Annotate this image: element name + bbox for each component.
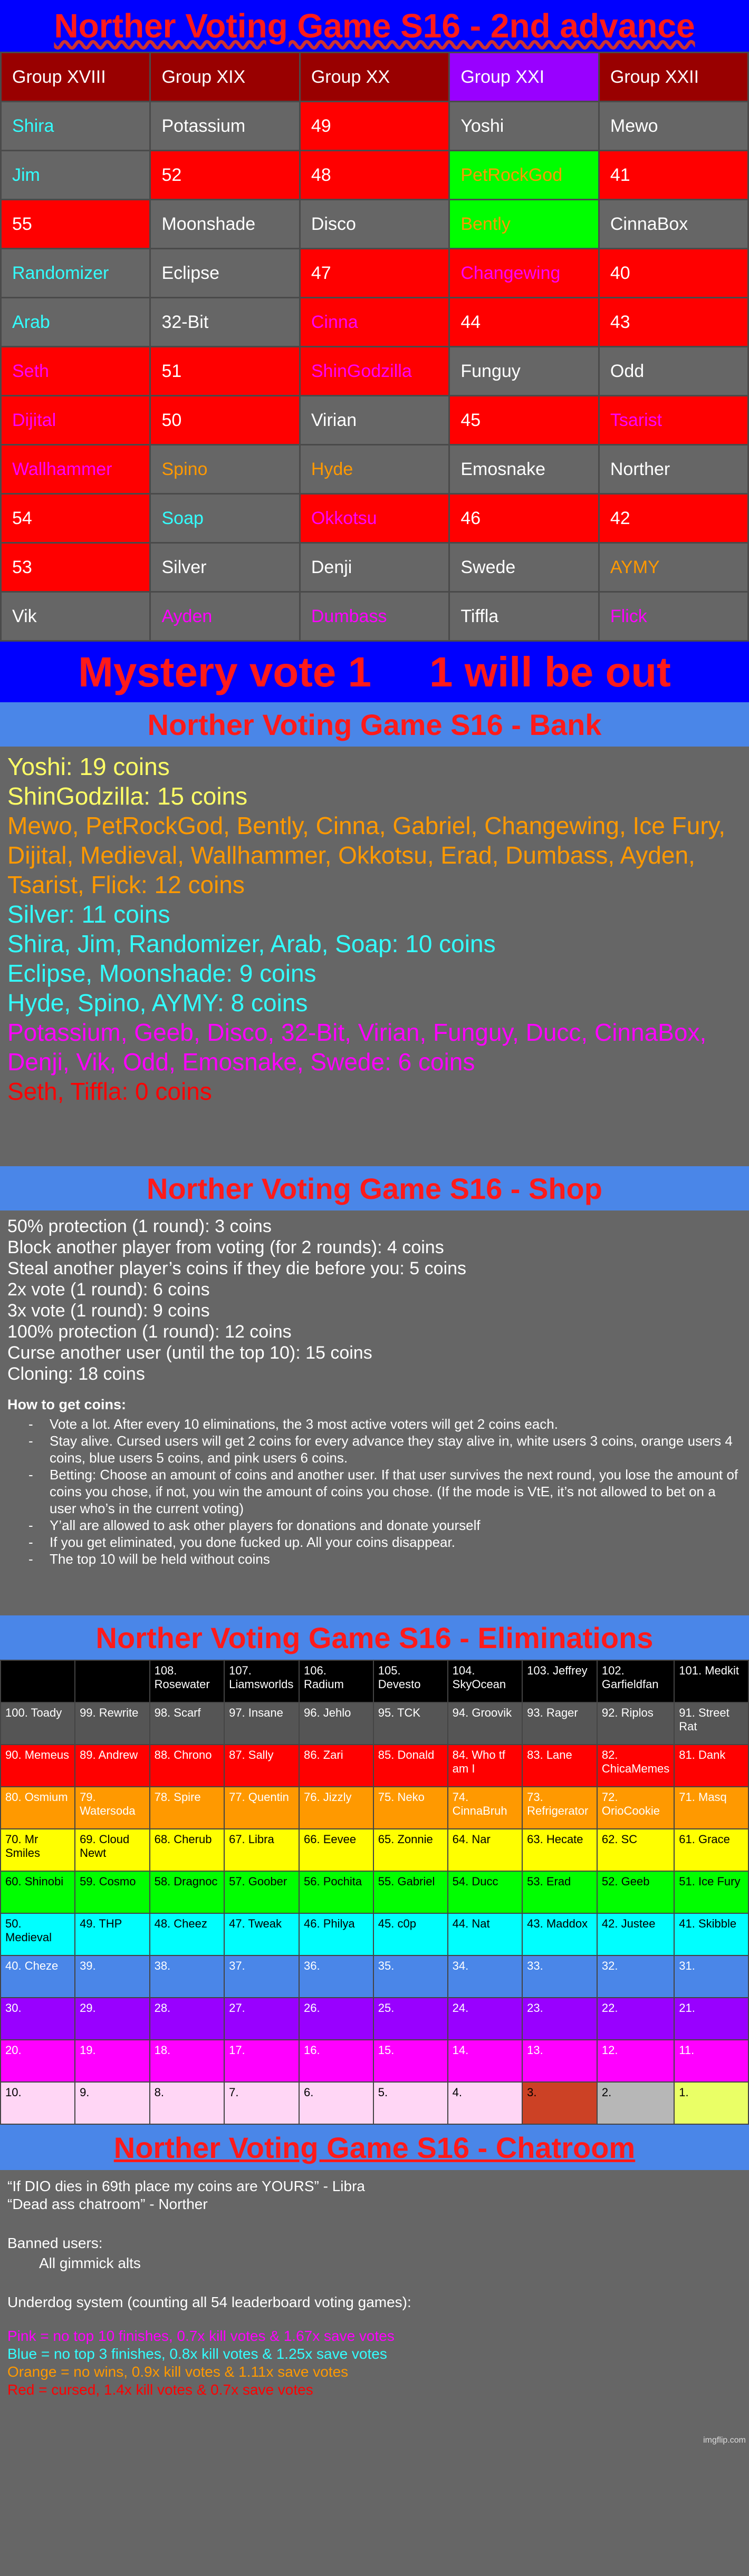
elim-cell: 25. xyxy=(373,1998,448,2040)
elim-cell: 49. THP xyxy=(75,1913,150,1955)
elim-cell: 28. xyxy=(150,1998,225,2040)
elim-cell: 35. xyxy=(373,1955,448,1998)
elim-cell: 102. Garfieldfan xyxy=(597,1660,674,1702)
elim-cell: 59. Cosmo xyxy=(75,1871,150,1913)
advance-cell: Funguy xyxy=(449,347,599,396)
shop-item: Curse another user (until the top 10): 15 coins xyxy=(7,1343,372,1363)
elim-cell: 105. Devesto xyxy=(373,1660,448,1702)
elim-cell: 40. Cheze xyxy=(1,1955,75,1998)
elim-row xyxy=(1,2040,748,2082)
advance-cell: Shira xyxy=(1,102,150,151)
mystery-left: Mystery vote 1 xyxy=(78,648,371,695)
how-item: - If you get eliminated, you done fucked up. All your coins disappear. xyxy=(28,1534,742,1551)
elim-cell: 68. Cherub xyxy=(150,1829,225,1871)
advance-row xyxy=(1,445,748,494)
bank-line: Hyde, Spino, AYMY: 8 coins xyxy=(7,989,308,1016)
elim-cell: 100. Toady xyxy=(1,1702,75,1745)
how-list xyxy=(7,1416,742,1567)
advance-cell: Hyde xyxy=(300,445,449,494)
elim-cell: 55. Gabriel xyxy=(373,1871,448,1913)
advance-cell: Emosnake xyxy=(449,445,599,494)
shop-item: Block another player from voting (for 2 rounds): 4 coins xyxy=(7,1237,444,1257)
how-title: How to get coins: xyxy=(7,1397,126,1412)
elim-cell: 103. Jeffrey xyxy=(522,1660,597,1702)
advance-cell: 49 xyxy=(300,102,449,151)
elim-cell: 74. CinnaBruh xyxy=(448,1787,522,1829)
bank-line: Silver: 11 coins xyxy=(7,900,170,928)
advance-cell: 54 xyxy=(1,494,150,543)
shop-item: 100% protection (1 round): 12 coins xyxy=(7,1322,292,1342)
advance-cell: Yoshi xyxy=(449,102,599,151)
advance-cell: Changewing xyxy=(449,249,599,298)
group-header: Group XX xyxy=(300,53,449,102)
elim-cell: 96. Jehlo xyxy=(299,1702,373,1745)
elim-row xyxy=(1,1829,748,1871)
elim-cell: 17. xyxy=(224,2040,299,2082)
elim-cell: 90. Memeus xyxy=(1,1745,75,1787)
chat-title-banner xyxy=(0,2125,749,2170)
advance-cell: Norther xyxy=(599,445,748,494)
elim-row xyxy=(1,1871,748,1913)
chat-quotes xyxy=(7,2177,742,2213)
elim-cell: 63. Hecate xyxy=(522,1829,597,1871)
elim-cell: 67. Libra xyxy=(224,1829,299,1871)
advance-cell: 40 xyxy=(599,249,748,298)
elim-cell: 4. xyxy=(448,2082,522,2124)
elim-cell: 95. TCK xyxy=(373,1702,448,1745)
elim-cell: 50. Medieval xyxy=(1,1913,75,1955)
elim-cell: 56. Pochita xyxy=(299,1871,373,1913)
elim-cell: 12. xyxy=(597,2040,674,2082)
elim-cell: 80. Osmium xyxy=(1,1787,75,1829)
advance-row xyxy=(1,592,748,641)
how-item: - Stay alive. Cursed users will get 2 coins for every advance they stay alive in, white users 3 coins, orange users 4 coins, blue users 5 coins, and pink users 6 coins. xyxy=(28,1432,742,1466)
advance-cell: Flick xyxy=(599,592,748,641)
underdog-block xyxy=(7,2293,742,2399)
bank-line: ShinGodzilla: 15 coins xyxy=(7,782,248,810)
bank-line: Potassium, Geeb, Disco, 32-Bit, Virian, Funguy, Ducc, CinnaBox, Denji, Vik, Odd, Emosnake, Swede: 6 coins xyxy=(7,1019,707,1076)
elim-cell: 61. Grace xyxy=(674,1829,748,1871)
shop-items xyxy=(7,1216,742,1384)
underdog-line: Red = cursed, 1.4x kill votes & 0.7x save votes xyxy=(7,2381,313,2398)
underdog-line: Pink = no top 10 finishes, 0.7x kill votes & 1.67x save votes xyxy=(7,2328,395,2344)
elim-cell: 79. Watersoda xyxy=(75,1787,150,1829)
advance-cell: 43 xyxy=(599,298,748,347)
elim-cell: 32. xyxy=(597,1955,674,1998)
shop-title: Norther Voting Game S16 - Shop xyxy=(147,1171,602,1205)
elim-cell: 42. Justee xyxy=(597,1913,674,1955)
elim-cell: 51. Ice Fury xyxy=(674,1871,748,1913)
advance-cell: Jim xyxy=(1,151,150,200)
advance-cell: 48 xyxy=(300,151,449,200)
elim-cell: 107. Liamsworlds xyxy=(224,1660,299,1702)
advance-row xyxy=(1,151,748,200)
elim-cell: 62. SC xyxy=(597,1829,674,1871)
elim-cell: 34. xyxy=(448,1955,522,1998)
elim-cell xyxy=(1,1660,75,1702)
elim-cell: 78. Spire xyxy=(150,1787,225,1829)
advance-cell: 55 xyxy=(1,200,150,249)
shop-item: 3x vote (1 round): 9 coins xyxy=(7,1301,210,1321)
elim-cell: 19. xyxy=(75,2040,150,2082)
shop-item: 2x vote (1 round): 6 coins xyxy=(7,1280,210,1300)
advance-cell: Odd xyxy=(599,347,748,396)
elim-cell: 13. xyxy=(522,2040,597,2082)
elim-cell: 54. Ducc xyxy=(448,1871,522,1913)
advance-table xyxy=(0,52,749,642)
elim-cell: 7. xyxy=(224,2082,299,2124)
mystery-right: 1 will be out xyxy=(429,648,671,695)
elim-row xyxy=(1,1913,748,1955)
elim-cell: 99. Rewrite xyxy=(75,1702,150,1745)
elim-cell: 6. xyxy=(299,2082,373,2124)
advance-cell: 32-Bit xyxy=(150,298,300,347)
advance-row xyxy=(1,102,748,151)
advance-cell: Vik xyxy=(1,592,150,641)
elim-cell: 18. xyxy=(150,2040,225,2082)
advance-cell: 50 xyxy=(150,396,300,445)
elim-cell: 11. xyxy=(674,2040,748,2082)
elim-row xyxy=(1,1787,748,1829)
elim-row xyxy=(1,2082,748,2124)
shop-title-banner xyxy=(0,1166,749,1210)
elim-row xyxy=(1,1745,748,1787)
underdog-line: Blue = no top 3 finishes, 0.8x kill votes & 1.25x save votes xyxy=(7,2346,387,2362)
group-header: Group XIX xyxy=(150,53,300,102)
advance-cell: AYMY xyxy=(599,543,748,592)
group-header: Group XXII xyxy=(599,53,748,102)
elim-cell: 46. Philya xyxy=(299,1913,373,1955)
mystery-banner xyxy=(0,642,749,702)
advance-cell: Virian xyxy=(300,396,449,445)
elim-cell: 82. ChicaMemes xyxy=(597,1745,674,1787)
shop-panel xyxy=(0,1210,749,1615)
elim-cell: 72. OrioCookie xyxy=(597,1787,674,1829)
chat-quote: “Dead ass chatroom” - Norther xyxy=(7,2196,208,2212)
bank-line: Mewo, PetRockGod, Bently, Cinna, Gabriel, Changewing, Ice Fury, Dijital, Medieval, Wallhammer, Okkotsu, Erad, Dumbass, Ayden, Tsarist, Flick: 12 coins xyxy=(7,812,726,898)
bank-line: Shira, Jim, Randomizer, Arab, Soap: 10 coins xyxy=(7,930,496,957)
bank-line: Yoshi: 19 coins xyxy=(7,753,170,780)
elim-cell: 45. c0p xyxy=(373,1913,448,1955)
how-item: - Vote a lot. After every 10 eliminations, the 3 most active voters will get 2 coins each. xyxy=(28,1416,742,1432)
elim-title: Norther Voting Game S16 - Eliminations xyxy=(95,1621,654,1654)
elim-cell: 106. Radium xyxy=(299,1660,373,1702)
elim-cell: 41. Skibble xyxy=(674,1913,748,1955)
advance-cell: Silver xyxy=(150,543,300,592)
elim-cell: 30. xyxy=(1,1998,75,2040)
elim-cell: 65. Zonnie xyxy=(373,1829,448,1871)
elim-cell: 69. Cloud Newt xyxy=(75,1829,150,1871)
elim-cell: 58. Dragnoc xyxy=(150,1871,225,1913)
elim-cell: 60. Shinobi xyxy=(1,1871,75,1913)
elim-cell: 84. Who tf am I xyxy=(448,1745,522,1787)
advance-row xyxy=(1,298,748,347)
how-item: - The top 10 will be held without coins xyxy=(28,1551,742,1567)
advance-row xyxy=(1,396,748,445)
elim-cell: 27. xyxy=(224,1998,299,2040)
watermark: imgflip.com xyxy=(703,2436,746,2445)
elim-cell: 88. Chrono xyxy=(150,1745,225,1787)
elim-cell: 47. Tweak xyxy=(224,1913,299,1955)
elim-cell: 53. Erad xyxy=(522,1871,597,1913)
advance-cell: Moonshade xyxy=(150,200,300,249)
elim-cell: 20. xyxy=(1,2040,75,2082)
advance-row xyxy=(1,347,748,396)
elim-row xyxy=(1,1660,748,1702)
advance-cell: 41 xyxy=(599,151,748,200)
elim-cell: 66. Eevee xyxy=(299,1829,373,1871)
banned-block xyxy=(7,2234,742,2272)
advance-cell: Ayden xyxy=(150,592,300,641)
shop-item: Steal another player’s coins if they die before you: 5 coins xyxy=(7,1258,467,1279)
elim-cell: 31. xyxy=(674,1955,748,1998)
elim-cell: 104. SkyOcean xyxy=(448,1660,522,1702)
advance-cell: Bently xyxy=(449,200,599,249)
elim-cell: 21. xyxy=(674,1998,748,2040)
shop-item: 50% protection (1 round): 3 coins xyxy=(7,1216,272,1236)
shop-item: Cloning: 18 coins xyxy=(7,1364,145,1384)
advance-row xyxy=(1,249,748,298)
elim-cell: 94. Groovik xyxy=(448,1702,522,1745)
elim-cell: 10. xyxy=(1,2082,75,2124)
elim-cell: 76. Jizzly xyxy=(299,1787,373,1829)
chat-quote: “If DIO dies in 69th place my coins are YOURS” - Libra xyxy=(7,2178,365,2194)
advance-cell: Soap xyxy=(150,494,300,543)
bank-title-banner xyxy=(0,702,749,747)
advance-cell: Seth xyxy=(1,347,150,396)
advance-cell: Swede xyxy=(449,543,599,592)
advance-cell: Dumbass xyxy=(300,592,449,641)
elim-cell: 108. Rosewater xyxy=(150,1660,225,1702)
banned-list xyxy=(7,2254,742,2272)
elim-cell: 83. Lane xyxy=(522,1745,597,1787)
elim-cell: 15. xyxy=(373,2040,448,2082)
elim-cell: 70. Mr Smiles xyxy=(1,1829,75,1871)
advance-cell: Denji xyxy=(300,543,449,592)
elim-cell: 71. Masq xyxy=(674,1787,748,1829)
underdog-line: Orange = no wins, 0.9x kill votes & 1.11x save votes xyxy=(7,2364,349,2380)
advance-cell: Okkotsu xyxy=(300,494,449,543)
advance-cell: 53 xyxy=(1,543,150,592)
elim-cell: 91. Street Rat xyxy=(674,1702,748,1745)
chat-panel xyxy=(0,2170,749,2576)
banned-item: All gimmick alts xyxy=(39,2255,141,2271)
advance-cell: 52 xyxy=(150,151,300,200)
advance-cell: CinnaBox xyxy=(599,200,748,249)
elim-cell: 33. xyxy=(522,1955,597,1998)
elim-cell: 101. Medkit xyxy=(674,1660,748,1702)
elim-cell: 57. Goober xyxy=(224,1871,299,1913)
advance-cell: Cinna xyxy=(300,298,449,347)
underdog-list xyxy=(7,2327,742,2399)
elim-cell: 23. xyxy=(522,1998,597,2040)
banned-title: Banned users: xyxy=(7,2235,103,2251)
group-header: Group XVIII xyxy=(1,53,150,102)
elim-row xyxy=(1,1702,748,1745)
how-to-get-coins xyxy=(7,1396,742,1567)
how-item: - Y’all are allowed to ask other players for donations and donate yourself xyxy=(28,1517,742,1534)
elim-cell: 16. xyxy=(299,2040,373,2082)
advance-cell: Tiffla xyxy=(449,592,599,641)
elim-cell: 92. Riplos xyxy=(597,1702,674,1745)
elim-cell: 44. Nat xyxy=(448,1913,522,1955)
advance-cell: Potassium xyxy=(150,102,300,151)
bank-title: Norther Voting Game S16 - Bank xyxy=(147,708,602,741)
bank-line: Eclipse, Moonshade: 9 coins xyxy=(7,960,316,987)
advance-cell: 46 xyxy=(449,494,599,543)
elim-cell: 81. Dank xyxy=(674,1745,748,1787)
advance-cell: Wallhammer xyxy=(1,445,150,494)
advance-cell: Arab xyxy=(1,298,150,347)
advance-cell: 45 xyxy=(449,396,599,445)
elim-title-banner xyxy=(0,1615,749,1660)
elim-cell: 14. xyxy=(448,2040,522,2082)
advance-cell: Spino xyxy=(150,445,300,494)
elim-cell: 22. xyxy=(597,1998,674,2040)
elim-row xyxy=(1,1955,748,1998)
elim-cell: 24. xyxy=(448,1998,522,2040)
elim-cell: 87. Sally xyxy=(224,1745,299,1787)
elim-cell: 85. Donald xyxy=(373,1745,448,1787)
elim-cell: 1. xyxy=(674,2082,748,2124)
chat-title: Norther Voting Game S16 - Chatroom xyxy=(113,2130,636,2164)
advance-cell: Mewo xyxy=(599,102,748,151)
elim-row xyxy=(1,1998,748,2040)
elim-cell: 93. Rager xyxy=(522,1702,597,1745)
advance-row xyxy=(1,543,748,592)
elim-cell: 29. xyxy=(75,1998,150,2040)
advance-cell: 42 xyxy=(599,494,748,543)
bank-line: Seth, Tiffla: 0 coins xyxy=(7,1078,212,1105)
elim-table xyxy=(0,1660,749,2125)
elim-cell: 52. Geeb xyxy=(597,1871,674,1913)
elim-cell: 37. xyxy=(224,1955,299,1998)
advance-cell: Randomizer xyxy=(1,249,150,298)
elim-cell: 9. xyxy=(75,2082,150,2124)
advance-cell: Disco xyxy=(300,200,449,249)
advance-row xyxy=(1,200,748,249)
advance-cell: Eclipse xyxy=(150,249,300,298)
underdog-title: Underdog system (counting all 54 leaderboard voting games): xyxy=(7,2294,411,2310)
elim-cell: 77. Quentin xyxy=(224,1787,299,1829)
how-item: - Betting: Choose an amount of coins and another user. If that user survives the next round, you lose the amount of coins you chose, if not, you win the amount of coins you chose. (If the mode is VtE, it’s not allowed to bet on a user who’s in the current voting) xyxy=(28,1466,742,1517)
bank-list xyxy=(0,747,749,1166)
elim-cell xyxy=(75,1660,150,1702)
elim-cell: 98. Scarf xyxy=(150,1702,225,1745)
elim-cell: 97. Insane xyxy=(224,1702,299,1745)
advance-cell: 44 xyxy=(449,298,599,347)
advance-cell: ShinGodzilla xyxy=(300,347,449,396)
elim-cell: 36. xyxy=(299,1955,373,1998)
elim-cell: 2. xyxy=(597,2082,674,2124)
elim-cell: 43. Maddox xyxy=(522,1913,597,1955)
advance-cell: 47 xyxy=(300,249,449,298)
elim-cell: 48. Cheez xyxy=(150,1913,225,1955)
elim-cell: 75. Neko xyxy=(373,1787,448,1829)
elim-cell: 26. xyxy=(299,1998,373,2040)
elim-cell: 3. xyxy=(522,2082,597,2124)
advance-cell: PetRockGod xyxy=(449,151,599,200)
advance-row xyxy=(1,494,748,543)
advance-cell: 51 xyxy=(150,347,300,396)
elim-cell: 89. Andrew xyxy=(75,1745,150,1787)
elim-cell: 5. xyxy=(373,2082,448,2124)
elim-cell: 8. xyxy=(150,2082,225,2124)
advance-cell: Dijital xyxy=(1,396,150,445)
elim-cell: 38. xyxy=(150,1955,225,1998)
advance-title-banner xyxy=(0,0,749,52)
elim-cell: 73. Refrigerator xyxy=(522,1787,597,1829)
elim-cell: 39. xyxy=(75,1955,150,1998)
advance-title: Norther Voting Game S16 - 2nd advance xyxy=(54,7,695,45)
advance-cell: Tsarist xyxy=(599,396,748,445)
group-header: Group XXI xyxy=(449,53,599,102)
elim-cell: 64. Nar xyxy=(448,1829,522,1871)
elim-cell: 86. Zari xyxy=(299,1745,373,1787)
